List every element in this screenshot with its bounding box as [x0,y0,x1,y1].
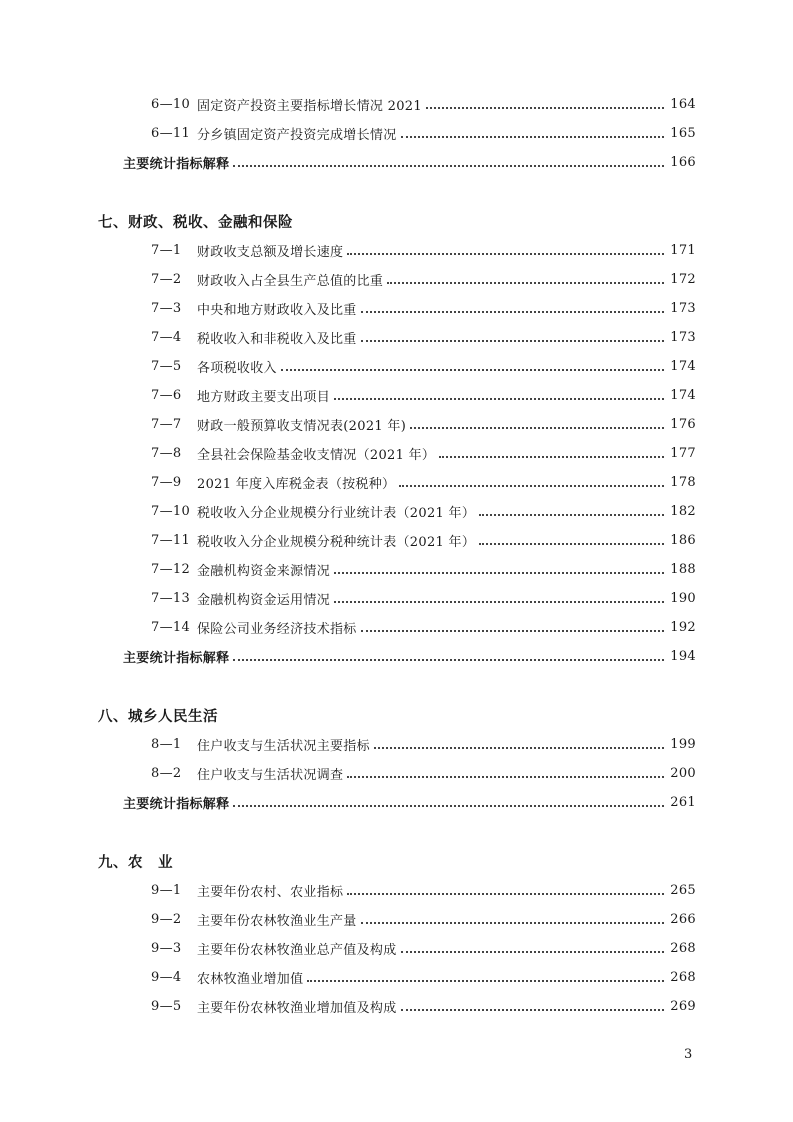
dot-leader [361,311,664,313]
dot-leader [347,253,664,255]
entry-page-number: 268 [670,970,696,985]
entry-page-number: 174 [670,388,696,403]
dot-leader [334,398,664,400]
dot-leader [281,369,664,371]
entry-page-number: 192 [670,620,696,635]
dot-leader [479,514,664,516]
entry-number: 9—5 [151,999,182,1014]
entry-number: 7—2 [151,272,182,287]
toc-entry[interactable] [151,497,696,526]
entry-title: 财政收支总额及增长速度 [197,245,344,260]
entry-number: 7—5 [151,359,182,374]
entry-number: 7—6 [151,388,182,403]
toc-entry[interactable] [151,613,696,642]
toc-entry[interactable] [151,352,696,381]
entry-page-number: 268 [670,941,696,956]
entry-number: 7—3 [151,301,182,316]
dot-leader [233,805,664,807]
section-heading: 八、城乡人民生活 [98,708,218,725]
entry-title: 固定资产投资主要指标增长情况 2021 [197,99,422,114]
entry-number: 7—7 [151,417,182,432]
entry-number: 7—1 [151,243,182,258]
entry-page-number: 173 [670,301,696,316]
dot-leader [401,951,664,953]
dot-leader [347,893,664,895]
dot-leader [374,747,664,749]
dot-leader [410,427,664,429]
toc-entry[interactable] [151,90,696,119]
entry-page-number: 182 [670,504,696,519]
entry-page-number: 173 [670,330,696,345]
entry-title: 分乡镇固定资产投资完成增长情况 [197,128,397,143]
entry-page-number: 188 [670,562,696,577]
entry-title: 主要统计指标解释 [123,157,230,172]
entry-title: 财政一般预算收支情况表(2021 年) [197,419,407,434]
entry-title: 全县社会保险基金收支情况（2021 年） [197,448,436,463]
entry-page-number: 171 [670,243,696,258]
dot-leader [401,136,664,138]
entry-number: 8—1 [151,737,182,752]
entry-page-number: 266 [670,912,696,927]
toc-entry[interactable] [151,905,696,934]
entry-title: 金融机构资金运用情况 [197,593,331,608]
page-number: 3 [684,1047,693,1062]
entry-page-number: 200 [670,766,696,781]
dot-leader [334,572,664,574]
toc-entry[interactable] [151,555,696,584]
dot-leader [479,543,664,545]
entry-number: 7—11 [151,533,191,548]
entry-number: 9—4 [151,970,182,985]
toc-entry[interactable] [151,934,696,963]
entry-title: 主要统计指标解释 [123,651,230,666]
entry-number: 7—13 [151,591,191,606]
toc-explanation-entry[interactable] [123,642,696,671]
dot-leader [233,165,664,167]
entry-page-number: 261 [670,795,696,810]
toc-entry[interactable] [151,119,696,148]
section-spacer [0,177,793,206]
entry-number: 7—14 [151,620,191,635]
entry-title: 财政收入占全县生产总值的比重 [197,274,384,289]
entry-number: 7—12 [151,562,191,577]
dot-leader [361,630,664,632]
dot-leader [361,340,664,342]
entry-title: 税收收入和非税收入及比重 [197,332,357,347]
entry-title: 主要年份农村、农业指标 [197,885,344,900]
toc-entry[interactable] [151,236,696,265]
entry-title: 主要年份农林牧渔业生产量 [197,914,357,929]
dot-leader [426,107,664,109]
dot-leader [399,485,664,487]
toc-entry[interactable] [151,876,696,905]
entry-page-number: 172 [670,272,696,287]
entry-page-number: 176 [670,417,696,432]
toc-entry[interactable] [151,410,696,439]
entry-title: 农林牧渔业增加值 [197,972,304,987]
entry-page-number: 166 [670,155,696,170]
entry-number: 7—9 [151,475,182,490]
entry-title: 2021 年度入库税金表（按税种） [197,477,396,492]
toc-explanation-entry[interactable] [123,788,696,817]
toc-entry[interactable] [151,439,696,468]
entry-title: 中央和地方财政收入及比重 [197,303,357,318]
entry-page-number: 174 [670,359,696,374]
toc-entry[interactable] [151,992,696,1021]
toc-entry[interactable] [151,381,696,410]
dot-leader [361,922,664,924]
entry-title: 住户收支与生活状况主要指标 [197,739,370,754]
toc-entry[interactable] [151,730,696,759]
entry-title: 地方财政主要支出项目 [197,390,331,405]
entry-number: 9—2 [151,912,182,927]
entry-number: 6—11 [151,126,191,141]
dot-leader [334,601,664,603]
entry-number: 7—4 [151,330,182,345]
section-heading: 九、农 业 [98,854,173,871]
entry-page-number: 177 [670,446,696,461]
entry-number: 7—10 [151,504,191,519]
table-of-contents [0,90,793,1021]
entry-page-number: 269 [670,999,696,1014]
dot-leader [347,776,664,778]
entry-page-number: 265 [670,883,696,898]
entry-title: 金融机构资金来源情况 [197,564,331,579]
entry-page-number: 164 [670,97,696,112]
entry-number: 9—3 [151,941,182,956]
entry-title: 税收收入分企业规模分行业统计表（2021 年） [197,506,476,521]
dot-leader [307,980,664,982]
toc-entry[interactable] [151,963,696,992]
toc-entry[interactable] [151,323,696,352]
dot-leader [439,456,664,458]
toc-entry[interactable] [151,265,696,294]
dot-leader [233,659,664,661]
entry-number: 9—1 [151,883,182,898]
dot-leader [387,282,664,284]
entry-title: 主要年份农林牧渔业总产值及构成 [197,943,397,958]
entry-page-number: 190 [670,591,696,606]
entry-page-number: 178 [670,475,696,490]
toc-entry[interactable] [151,468,696,497]
entry-page-number: 186 [670,533,696,548]
entry-title: 主要统计指标解释 [123,797,230,812]
entry-page-number: 165 [670,126,696,141]
entry-title: 税收收入分企业规模分税种统计表（2021 年） [197,535,476,550]
toc-entry[interactable] [151,294,696,323]
entry-number: 7—8 [151,446,182,461]
section-spacer [0,671,793,700]
toc-explanation-entry[interactable] [123,148,696,177]
toc-entry[interactable] [151,759,696,788]
entry-title: 主要年份农林牧渔业增加值及构成 [197,1001,397,1016]
entry-title: 保险公司业务经济技术指标 [197,622,357,637]
entry-title: 各项税收收入 [197,361,277,376]
entry-number: 6—10 [151,97,191,112]
toc-entry[interactable] [151,584,696,613]
dot-leader [401,1009,664,1011]
entry-page-number: 194 [670,649,696,664]
section-heading: 七、财政、税收、金融和保险 [98,214,293,231]
toc-entry[interactable] [151,526,696,555]
entry-page-number: 199 [670,737,696,752]
entry-title: 住户收支与生活状况调查 [197,768,344,783]
section-spacer [0,817,793,846]
entry-number: 8—2 [151,766,182,781]
